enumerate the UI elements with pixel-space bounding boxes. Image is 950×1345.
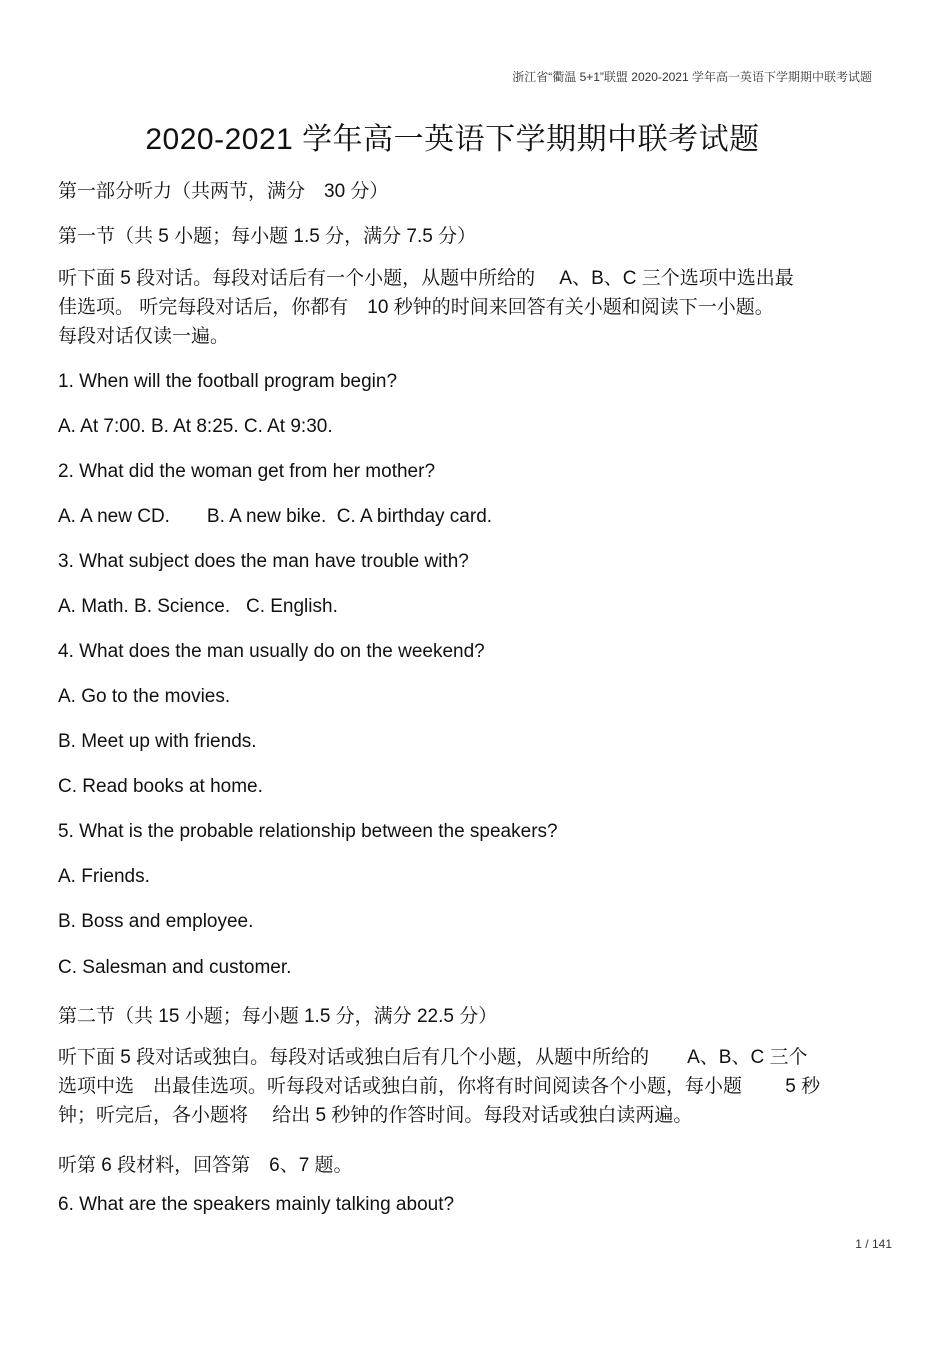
instruction-line: 听下面 5 段对话或独白。每段对话或独白后有几个小题，从题中所给的 A、B、C 三个 — [58, 1047, 808, 1068]
instruction-line: 听下面 5 段对话。每段对话后有一个小题，从题中所给的 A、B、C 三个选项中选出最 — [58, 268, 794, 289]
question-1: 1. When will the football program begin? — [58, 371, 398, 392]
question-3: 3. What subject does the man have trouble with? — [58, 551, 469, 572]
instruction-line: 佳选项。 听完每段对话后，你都有 10 秒钟的时间来回答有关小题和阅读下一小题。 — [58, 297, 774, 318]
question-5-option-a: A. Friends. — [58, 866, 150, 887]
instruction-line: 钟；听完后，各小题将 给出 5 秒钟的作答时间。每段对话或独白读两遍。 — [58, 1105, 693, 1126]
question-4: 4. What does the man usually do on the weekend? — [58, 641, 485, 662]
question-5-option-b: B. Boss and employee. — [58, 911, 254, 932]
question-5-option-c: C. Salesman and customer. — [58, 957, 292, 978]
instruction-line: 选项中选 出最佳选项。听每段对话或独白前，你将有时间阅读各个小题，每小题 5 秒 — [58, 1076, 821, 1097]
material-heading: 听第 6 段材料，回答第 6、7 题。 — [58, 1155, 353, 1176]
section1-heading: 第一节（共 5 小题；每小题 1.5 分，满分 7.5 分） — [58, 226, 477, 247]
question-3-options: A. Math. B. Science. C. English. — [58, 596, 338, 617]
page-number: 1 / 141 — [855, 1237, 892, 1251]
section2-heading: 第二节（共 15 小题；每小题 1.5 分，满分 22.5 分） — [58, 1006, 498, 1027]
section1-instructions — [58, 264, 893, 351]
question-1-options: A. At 7:00. B. At 8:25. C. At 9:30. — [58, 416, 333, 437]
section2-instructions — [58, 1043, 893, 1130]
question-2-options: A. A new CD. B. A new bike. C. A birthday card. — [58, 506, 493, 527]
question-4-option-a: A. Go to the movies. — [58, 686, 231, 707]
page-header: 浙江省“衢温 5+1”联盟 2020-2021 学年高一英语下学期期中联考试题 — [512, 70, 872, 84]
instruction-line: 每段对话仅读一遍。 — [58, 326, 230, 347]
question-4-option-b: B. Meet up with friends. — [58, 731, 257, 752]
question-6: 6. What are the speakers mainly talking about? — [58, 1194, 455, 1215]
question-5: 5. What is the probable relationship between the speakers? — [58, 821, 558, 842]
document-title: 2020-2021 学年高一英语下学期期中联考试题 — [145, 123, 760, 156]
part-heading: 第一部分听力（共两节，满分 30 分） — [58, 181, 389, 202]
question-2: 2. What did the woman get from her mother? — [58, 461, 436, 482]
question-4-option-c: C. Read books at home. — [58, 776, 263, 797]
